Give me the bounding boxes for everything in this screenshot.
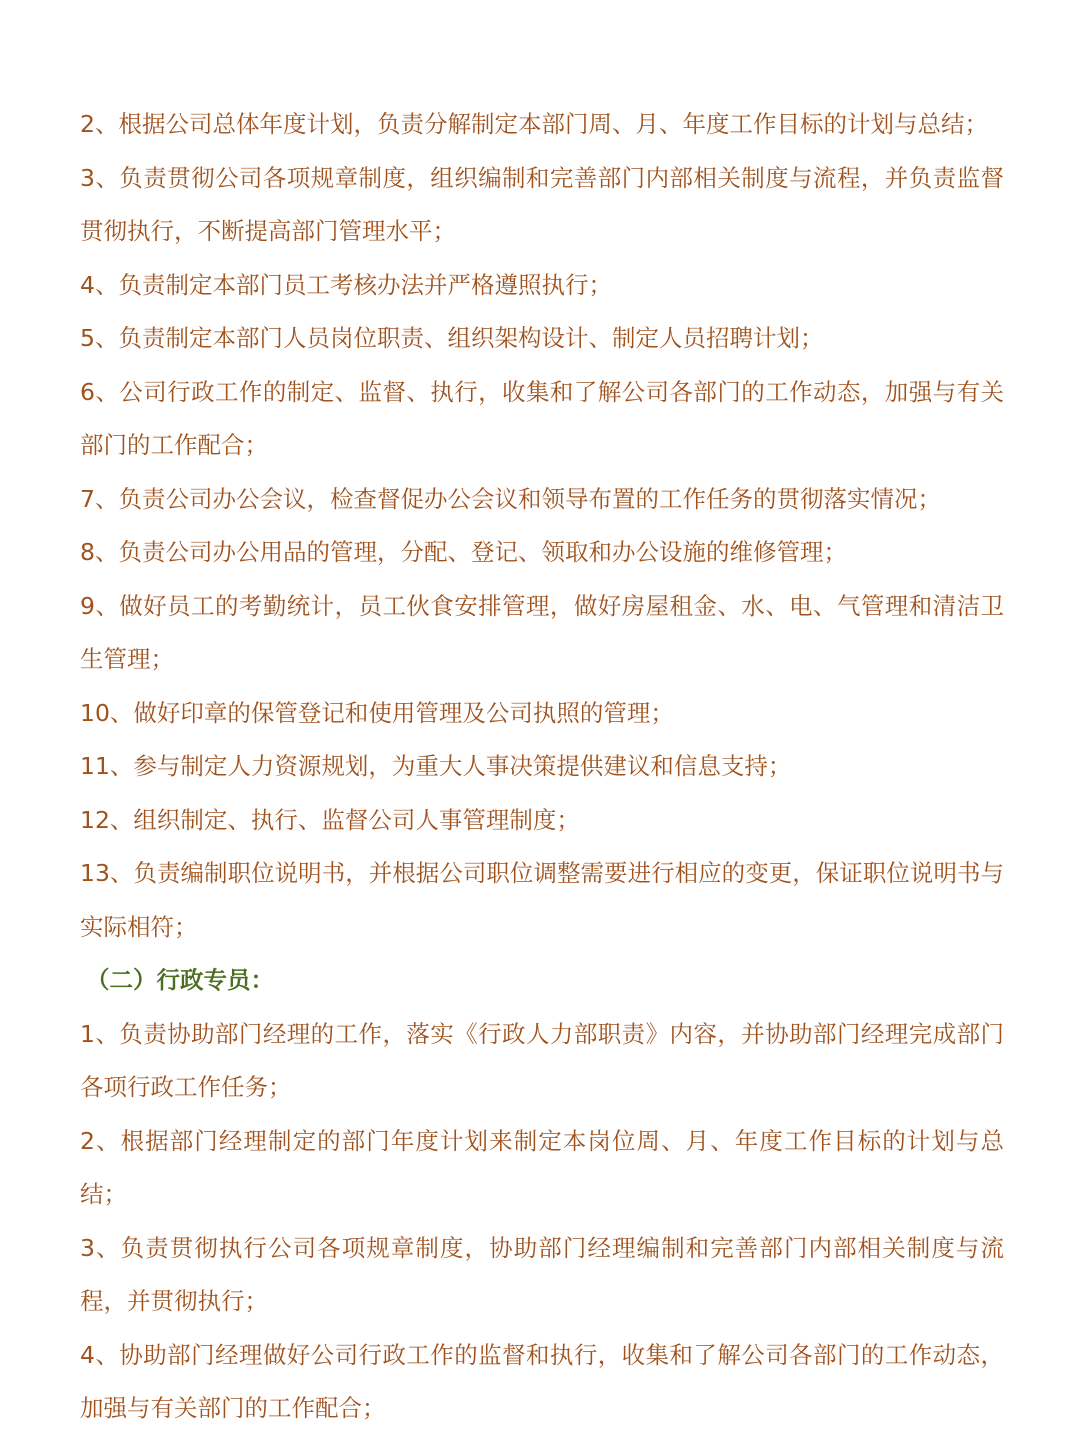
duty-item: 12、组织制定、执行、监督公司人事管理制度； xyxy=(80,805,580,834)
duty-item: 4、负责制定本部门员工考核办法并严格遵照执行； xyxy=(80,270,612,299)
duty-item: 2、根据部门经理制定的部门年度计划来制定本岗位周、月、年度工作目标的计划与总结； xyxy=(80,1126,1004,1208)
duty-item: 3、负责贯彻公司各项规章制度，组织编制和完善部门内部相关制度与流程，并负责监督贯彻执行，不断提高部门管理水平； xyxy=(80,163,1004,245)
duty-item: 13、负责编制职位说明书，并根据公司职位调整需要进行相应的变更，保证职位说明书与实际相符； xyxy=(80,859,1004,941)
duty-item: 6、公司行政工作的制定、监督、执行，收集和了解公司各部门的工作动态，加强与有关部门的工作配合； xyxy=(80,377,1004,459)
duty-item: 9、做好员工的考勤统计，员工伙食安排管理，做好房屋租金、水、电、气管理和清洁卫生管理； xyxy=(80,591,1004,673)
duty-item: 11、参与制定人力资源规划，为重大人事决策提供建议和信息支持； xyxy=(80,752,792,780)
section-heading-admin-specialist: （二）行政专员： xyxy=(86,966,274,994)
document-body xyxy=(80,98,1004,1436)
duty-item: 3、负责贯彻执行公司各项规章制度，协助部门经理编制和完善部门内部相关制度与流程，并贯彻执行； xyxy=(80,1233,1004,1315)
duty-item: 1、负责协助部门经理的工作，落实《行政人力部职责》内容，并协助部门经理完成部门各项行政工作任务； xyxy=(80,1019,1004,1101)
duty-item: 10、做好印章的保管登记和使用管理及公司执照的管理； xyxy=(80,698,674,727)
duty-item: 7、负责公司办公会议，检查督促办公会议和领导布置的工作任务的贯彻落实情况； xyxy=(80,484,941,513)
duty-item: 8、负责公司办公用品的管理，分配、登记、领取和办公设施的维修管理； xyxy=(80,538,847,566)
duty-item: 5、负责制定本部门人员岗位职责、组织架构设计、制定人员招聘计划； xyxy=(80,324,824,352)
duty-item: 2、根据公司总体年度计划，负责分解制定本部门周、月、年度工作目标的计划与总结； xyxy=(80,110,988,138)
duty-item: 4、协助部门经理做好公司行政工作的监督和执行，收集和了解公司各部门的工作动态，加强与有关部门的工作配合； xyxy=(80,1340,1004,1422)
